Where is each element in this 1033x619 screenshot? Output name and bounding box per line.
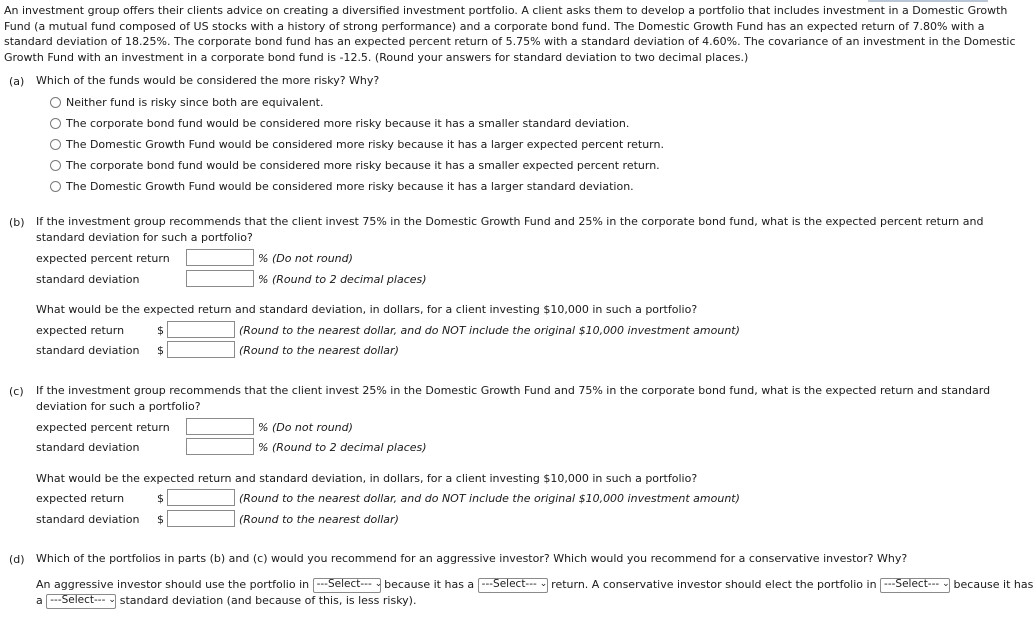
part-d-text: standard deviation (and because of this, is less risky). (119, 594, 417, 607)
option-label: The Domestic Growth Fund would be considered more risky because it has a larger expected percent return. (66, 137, 664, 151)
part-b-sd-hint: % (Round to 2 decimal places) (258, 273, 427, 286)
part-a-question: Which of the funds would be considered the more risky? Why? (36, 74, 380, 87)
part-b-dsd-label: standard deviation (36, 344, 140, 357)
option-label: The corporate bond fund would be considered more risky because it has a smaller standard deviation. (66, 116, 630, 130)
part-d-question: Which of the portfolios in parts (b) and (c) would you recommend for an aggressive investor? Which would you recommend for a conservative investor? Why? (36, 552, 908, 565)
part-b-dexp-input[interactable] (167, 321, 235, 338)
chevron-down-icon: ⌄ (539, 579, 548, 590)
chevron-down-icon: ⌄ (942, 579, 950, 590)
radio-button[interactable] (50, 97, 61, 108)
radio-button[interactable] (50, 181, 61, 192)
part-d-text: An aggressive investor should use the portfolio in (36, 578, 310, 591)
part-d-text: a (36, 594, 43, 607)
chevron-down-icon: ⌄ (374, 579, 383, 590)
part-c-dsd-label: standard deviation (36, 513, 140, 526)
part-b-dexp-hint: (Round to the nearest dollar, and do NOT include the original $10,000 investment amount) (239, 324, 740, 337)
part-d-text: return. A conservative investor should elect the portfolio in (551, 578, 877, 591)
currency-sign: $ (157, 492, 164, 505)
part-c-sd-hint: % (Round to 2 decimal places) (258, 441, 427, 454)
part-b-dsd-input[interactable] (167, 341, 235, 358)
part-b-dollar-question: What would be the expected return and standard deviation, in dollars, for a client investing $10,000 in such a portfolio? (36, 303, 698, 316)
currency-sign: $ (157, 324, 164, 337)
part-a-option-2[interactable] (50, 116, 629, 130)
part-d-answer-line-1 (36, 577, 1033, 593)
chevron-down-icon: ⌄ (108, 595, 116, 606)
select-value: ---Select--- (316, 578, 372, 591)
part-a-option-5[interactable] (50, 179, 634, 193)
currency-sign: $ (157, 513, 164, 526)
part-a-option-3[interactable] (50, 137, 664, 151)
radio-button[interactable] (50, 160, 61, 171)
part-b-question: If the investment group recommends that the client invest 75% in the Domestic Growth Fund and 25% in the corporate bond fund, what is the expected percent return and standard deviation for such a portfolio? (36, 215, 984, 244)
problem-intro: An investment group offers their clients advice on creating a diversified investment portfolio. A client asks them to develop a portfolio that includes investment in a Domestic Growth Fund (a mutual fund composed of US stocks with a history of strong performance) and a corporate bond fund. The Domestic Growth Fund has an expected return of 7.80% with a standard deviation of 18.25%. The corporate bond fund has an expected percent return of 5.75% with a standard deviation of 4.60%. The covariance of an investment in the Domestic Growth Fund with an investment in a corporate bond fund is -12.5. (Round your answers for standard deviation to two decimal places.) (4, 4, 1016, 64)
part-c-sd-label: standard deviation (36, 441, 140, 454)
part-b-sd-input[interactable] (186, 270, 254, 287)
part-c-exp-hint: % (Do not round) (258, 421, 353, 434)
select-value: ---Select--- (50, 594, 106, 607)
part-a-option-4[interactable] (50, 158, 660, 172)
part-c-dexp-hint: (Round to the nearest dollar, and do NOT include the original $10,000 investment amount) (239, 492, 740, 505)
part-b-exp-input[interactable] (186, 249, 254, 266)
part-c-exp-input[interactable] (186, 418, 254, 435)
radio-button[interactable] (50, 139, 61, 150)
option-label: Neither fund is risky since both are equivalent. (66, 95, 324, 109)
part-b-dsd-hint: (Round to the nearest dollar) (239, 344, 399, 357)
part-b-label: (b) (9, 216, 25, 229)
radio-button[interactable] (50, 118, 61, 129)
option-label: The Domestic Growth Fund would be considered more risky because it has a larger standard deviation. (66, 179, 634, 193)
part-c-sd-input[interactable] (186, 438, 254, 455)
part-c-dsd-input[interactable] (167, 510, 235, 527)
part-c-exp-label: expected percent return (36, 421, 170, 434)
select-value: ---Select--- (481, 578, 537, 591)
top-accent-bar (868, 0, 988, 2)
part-c-dexp-input[interactable] (167, 489, 235, 506)
return-select[interactable] (478, 578, 548, 593)
portfolio-select-conservative[interactable] (880, 578, 950, 593)
part-d-text: because it has (953, 578, 1033, 591)
part-b-dexp-label: expected return (36, 324, 125, 337)
currency-sign: $ (157, 344, 164, 357)
part-d-label: (d) (9, 553, 25, 566)
part-c-dollar-question: What would be the expected return and standard deviation, in dollars, for a client investing $10,000 in such a portfolio? (36, 472, 698, 485)
part-b-exp-hint: % (Do not round) (258, 252, 353, 265)
part-c-question: If the investment group recommends that the client invest 25% in the Domestic Growth Fund and 75% in the corporate bond fund, what is the expected return and standard deviation for such a portfolio? (36, 384, 991, 413)
part-d-answer-line-2 (36, 593, 416, 609)
part-a-option-1[interactable] (50, 95, 323, 109)
portfolio-select-aggressive[interactable] (313, 578, 381, 593)
part-d-text: because it has a (384, 578, 475, 591)
select-value: ---Select--- (884, 578, 940, 591)
part-b-sd-label: standard deviation (36, 273, 140, 286)
part-c-label: (c) (9, 385, 24, 398)
option-label: The corporate bond fund would be considered more risky because it has a smaller expected percent return. (66, 158, 660, 172)
part-a-label: (a) (9, 75, 25, 88)
part-b-exp-label: expected percent return (36, 252, 170, 265)
part-c-dsd-hint: (Round to the nearest dollar) (239, 513, 399, 526)
part-c-dexp-label: expected return (36, 492, 125, 505)
std-dev-select[interactable] (46, 594, 116, 609)
